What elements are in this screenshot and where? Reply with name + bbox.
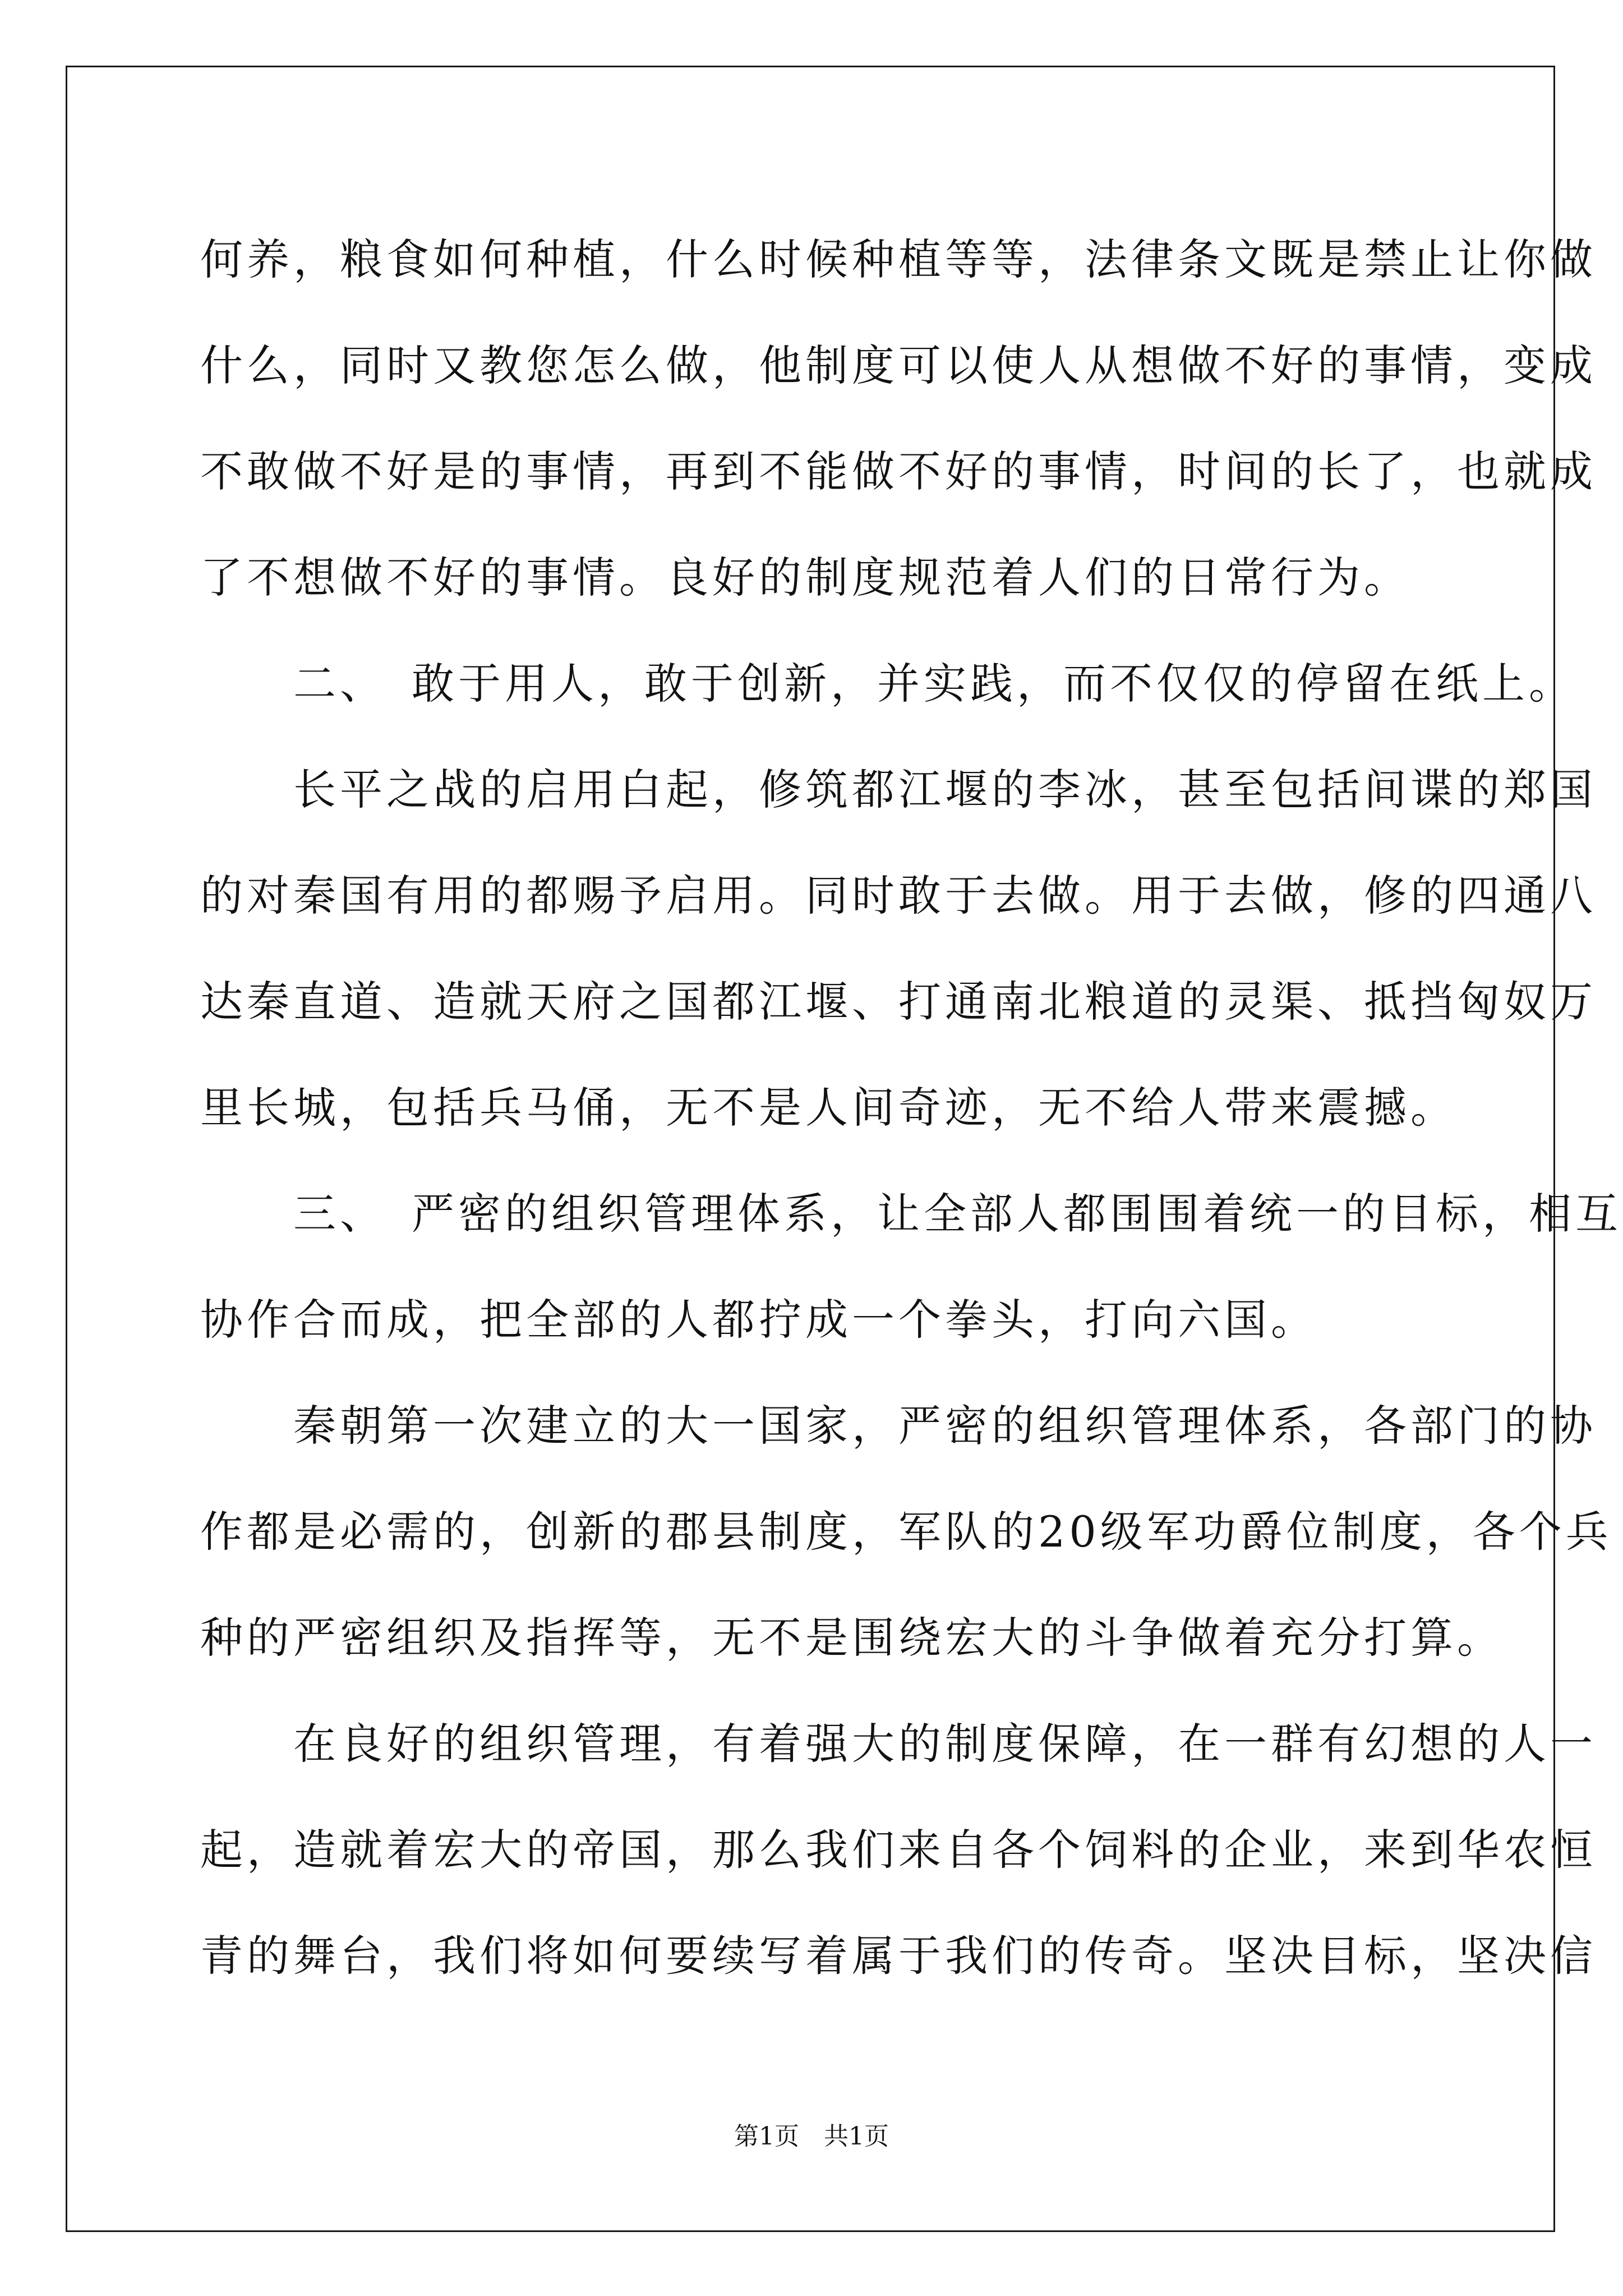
text-line: 秦朝第一次建立的大一国家，严密的组织管理体系，各部门的协 — [200, 1401, 1597, 1451]
text-line: 作都是必需的，创新的郡县制度，军队的20级军功爵位制度，各个兵 — [200, 1507, 1612, 1557]
text-line: 了不想做不好的事情。良好的制度规范着人们的日常行为。 — [200, 553, 1410, 602]
section-heading-2: 二、 敢于用人，敢于创新，并实践，而不仅仅的停留在纸上。 — [200, 659, 1575, 708]
section-heading-3: 三、 严密的组织管理体系，让全部人都围围着统一的目标，相互 — [200, 1189, 1622, 1239]
text-line: 种的严密组织及指挥等，无不是围绕宏大的斗争做着充分打算。 — [200, 1613, 1504, 1663]
text-line: 在良好的组织管理，有着强大的制度保障，在一群有幻想的人一 — [200, 1719, 1597, 1769]
text-line: 何养，粮食如何种植，什么时候种植等等，法律条文既是禁止让你做 — [200, 234, 1597, 284]
text-line: 达秦直道、造就天府之国都江堰、打通南北粮道的灵渠、抵挡匈奴万 — [200, 977, 1597, 1027]
text-line: 协作合而成，把全部的人都拧成一个拳头，打向六国。 — [200, 1295, 1317, 1345]
text-line: 什么，同时又教您怎么做，他制度可以使人从想做不好的事情，变成 — [200, 341, 1597, 390]
page-footer: 第1页 共1页 — [734, 2122, 889, 2151]
document-body — [200, 206, 1622, 2009]
text-line: 里长城，包括兵马俑，无不是人间奇迹，无不给人带来震撼。 — [200, 1083, 1457, 1133]
text-line: 不敢做不好是的事情，再到不能做不好的事情，时间的长了，也就成 — [200, 447, 1597, 496]
text-line: 长平之战的启用白起，修筑都江堰的李冰，甚至包括间谍的郑国 — [200, 765, 1597, 815]
text-line: 青的舞台，我们将如何要续写着属于我们的传奇。坚决目标，坚决信 — [200, 1931, 1597, 1981]
text-line: 的对秦国有用的都赐予启用。同时敢于去做。用于去做，修的四通八 — [200, 871, 1597, 921]
text-line: 起，造就着宏大的帝国，那么我们来自各个饲料的企业，来到华农恒 — [200, 1825, 1597, 1875]
